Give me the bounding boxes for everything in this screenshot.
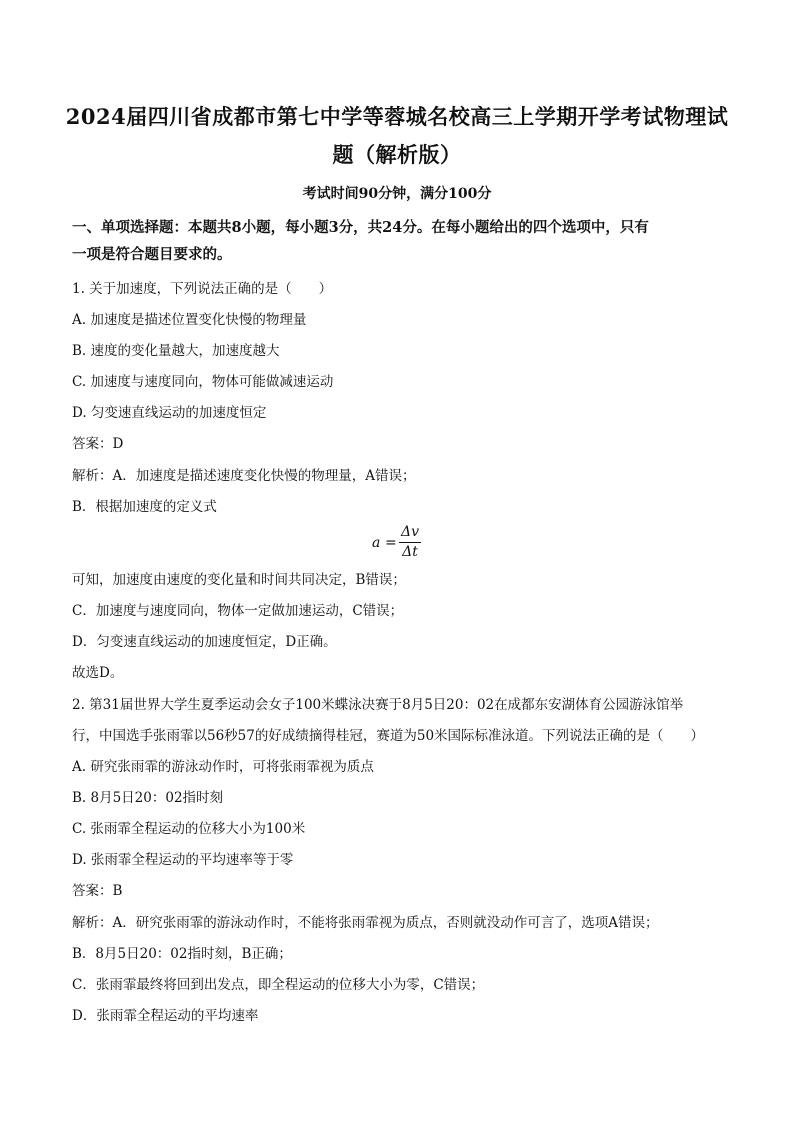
formula-denominator: Δt bbox=[402, 544, 418, 560]
q2-stem-line-1: 2. 第31届世界大学生夏季运动会女子100米蝶泳决赛于8月5日20：02在成都东安湖体育公园游泳馆举 bbox=[72, 697, 684, 713]
formula-equals: = bbox=[385, 535, 397, 551]
q2-option-b: B. 8月5日20：02指时刻 bbox=[72, 790, 224, 806]
q2-stem-line-2: 行，中国选手张雨霏以56秒57的好成绩摘得桂冠，赛道为50米国际标准泳道。下列说法正确的是（ ） bbox=[72, 728, 705, 744]
q2-analysis-line-4: D．张雨霏全程运动的平均速率 bbox=[72, 1008, 259, 1024]
q2-analysis-line-2: B．8月5日20：02指时刻，B正确； bbox=[72, 946, 292, 962]
section-heading-line-1: 一、单项选择题：本题共8小题，每小题3分，共24分。在每小题给出的四个选项中，只有 bbox=[72, 219, 649, 236]
q1-conclusion: 故选D。 bbox=[72, 665, 124, 681]
q1-analysis-line-4: C．加速度与速度同向，物体一定做加速运动，C错误； bbox=[72, 603, 404, 619]
q1-analysis-line-1: 解析：A．加速度是描述速度变化快慢的物理量，A错误； bbox=[72, 468, 416, 484]
q1-analysis-line-2: B．根据加速度的定义式 bbox=[72, 499, 217, 515]
q1-option-d: D. 匀变速直线运动的加速度恒定 bbox=[72, 405, 267, 421]
title-line-2: 题（解析版） bbox=[332, 142, 462, 167]
section-heading-line-2: 一项是符合题目要求的。 bbox=[72, 246, 232, 263]
fraction-bar bbox=[399, 542, 421, 543]
formula-numerator: Δv bbox=[400, 524, 420, 540]
q1-stem: 1. 关于加速度，下列说法正确的是（ ） bbox=[72, 281, 333, 297]
title-line-1: 2024届四川省成都市第七中学等蓉城名校高三上学期开学考试物理试 bbox=[65, 104, 729, 129]
q2-answer: 答案：B bbox=[72, 883, 123, 899]
q1-option-c: C. 加速度与速度同向，物体可能做减速运动 bbox=[72, 374, 334, 390]
q1-answer: 答案：D bbox=[72, 436, 124, 452]
q2-analysis-line-3: C．张雨霏最终将回到出发点，即全程运动的位移大小为零，C错误； bbox=[72, 977, 485, 993]
q2-option-a: A. 研究张雨霏的游泳动作时，可将张雨霏视为质点 bbox=[72, 759, 374, 775]
formula-fraction bbox=[399, 524, 421, 561]
q1-option-b: B. 速度的变化量越大，加速度越大 bbox=[72, 343, 280, 359]
q2-option-d: D. 张雨霏全程运动的平均速率等于零 bbox=[72, 852, 294, 868]
formula-lhs: a bbox=[372, 535, 381, 551]
q2-analysis-line-1: 解析：A．研究张雨霏的游泳动作时，不能将张雨霏视为质点，否则就没动作可言了，选项A错误； bbox=[72, 915, 659, 931]
q1-analysis-line-5: D．匀变速直线运动的加速度恒定，D正确。 bbox=[72, 634, 337, 650]
q2-option-c: C. 张雨霏全程运动的位移大小为100米 bbox=[72, 821, 306, 837]
section-heading bbox=[72, 214, 724, 268]
exam-info: 考试时间90分钟，满分100分 bbox=[302, 186, 492, 202]
q1-analysis-line-3: 可知，加速度由速度的变化量和时间共同决定，B错误； bbox=[72, 572, 406, 588]
q1-option-a: A. 加速度是描述位置变化快慢的物理量 bbox=[72, 312, 307, 328]
document-title bbox=[60, 98, 734, 174]
